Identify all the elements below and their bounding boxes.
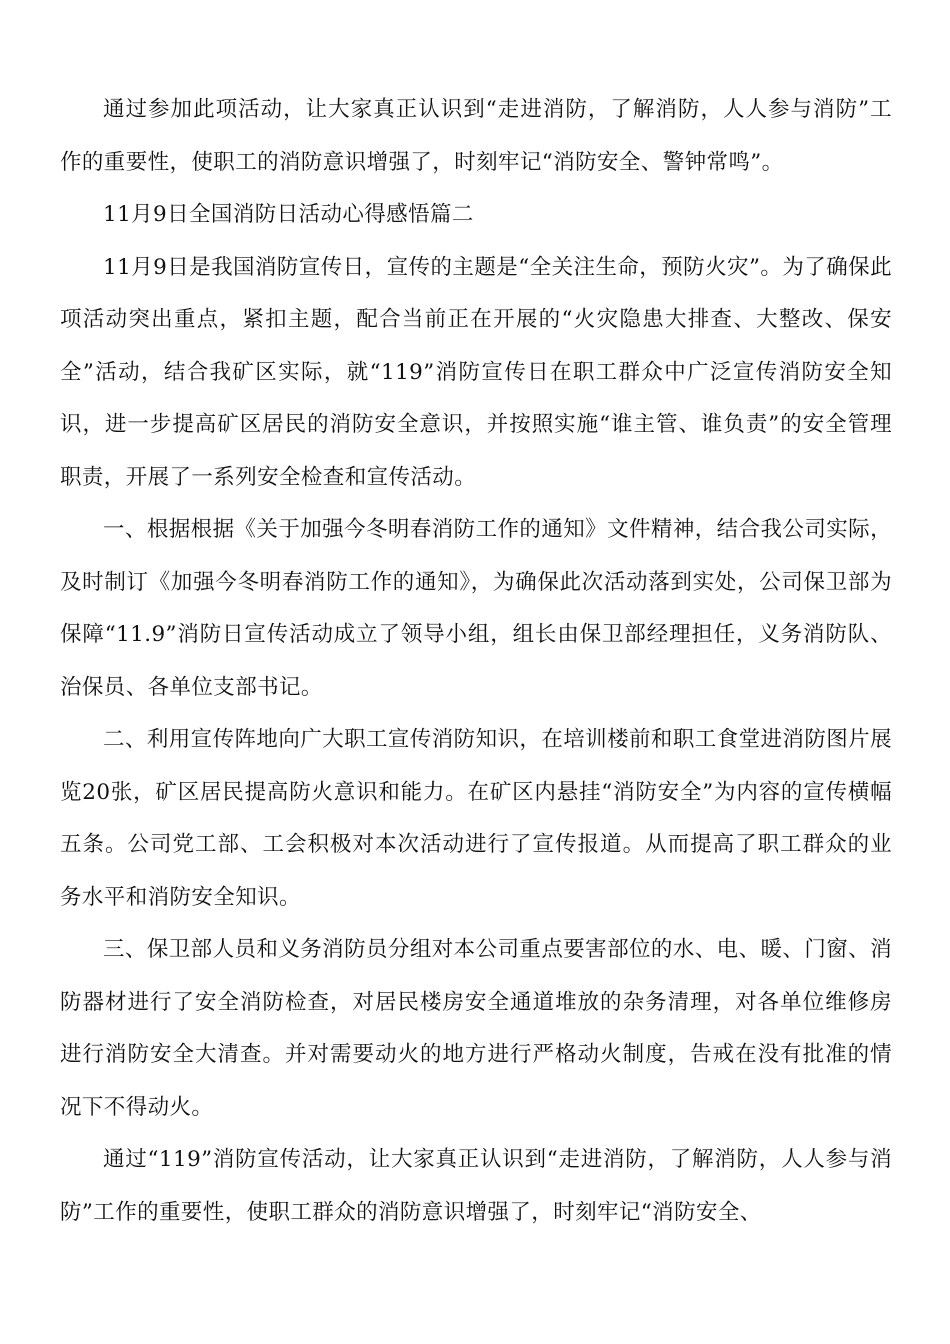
document-body	[60, 84, 892, 1239]
paragraph-item-1: 一、根据根据《关于加强今冬明春消防工作的通知》文件精神，结合我公司实际，及时制订《加强今冬明春消防工作的通知》，为确保此次活动落到实处，公司保卫部为保障“11.9”消防日宣传活动成立了领导小组，组长由保卫部经理担任，义务消防队、治保员、各单位支部书记。	[60, 517, 892, 700]
paragraph-conclusion-2: 通过“119”消防宣传活动，让大家真正认识到“走进消防，了解消防，人人参与消防”工作的重要性，使职工群众的消防意识增强了，时刻牢记“消防安全、	[60, 1147, 892, 1225]
paragraph-intro: 11月9日是我国消防宣传日，宣传的主题是“全关注生命，预防火灾”。为了确保此项活动突出重点，紧扣主题，配合当前正在开展的“火灾隐患大排查、大整改、保安全”活动，结合我矿区实际，就“119”消防宣传日在职工群众中广泛宣传消防安全知识，进一步提高矿区居民的消防安全意识，并按照实施“谁主管、谁负责”的安全管理职责，开展了一系列安全检查和宣传活动。	[60, 254, 892, 490]
paragraph-item-2: 二、利用宣传阵地向广大职工宣传消防知识，在培训楼前和职工食堂进消防图片展览20张，矿区居民提高防火意识和能力。在矿区内悬挂“消防安全”为内容的宣传横幅五条。公司党工部、工会积极对本次活动进行了宣传报道。从而提高了职工群众的业务水平和消防安全知识。	[60, 727, 892, 910]
paragraph-item-3: 三、保卫部人员和义务消防员分组对本公司重点要害部位的水、电、暖、门窗、消防器材进行了安全消防检查，对居民楼房安全通道堆放的杂务清理，对各单位维修房进行消防安全大清查。并对需要动火的地方进行严格动火制度，告戒在没有批准的情况下不得动火。	[60, 937, 892, 1120]
section-heading: 11月9日全国消防日活动心得感悟篇二	[103, 202, 474, 227]
paragraph-conclusion-1: 通过参加此项活动，让大家真正认识到“走进消防，了解消防，人人参与消防”工作的重要性，使职工的消防意识增强了，时刻牢记“消防安全、警钟常鸣”。	[60, 97, 892, 175]
